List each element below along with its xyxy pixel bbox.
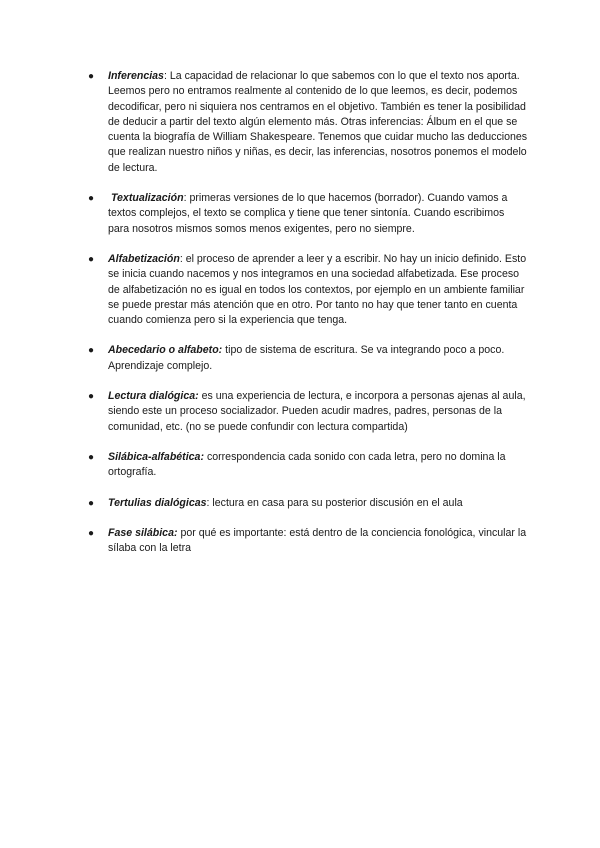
definition: primeras versiones de lo que hacemos (borrador). Cuando vamos a textos complejos, el texto se complica y tiene que tener sintonía. Cuando escribimos para nosotros mismos somos menos exigentes, pero no siempre. xyxy=(108,192,508,235)
list-item-silabica-alfabetica xyxy=(88,450,528,481)
term: Inferencias xyxy=(108,70,164,82)
list-item-inferencias xyxy=(88,69,528,176)
definition: el proceso de aprender a leer y a escribir. No hay un inicio definido. Esto se inicia cuando nacemos y nos integramos en una sociedad alfabetizada. Ese proceso de alfabetización no es igual en todos los contextos, por ejemplo en un ambiente familiar se puede prestar más atención que en otro. Por tanto no hay que tener tanto en cuenta cuando comienza pero si la experiencia que tenga. xyxy=(108,252,527,327)
definition: lectura en casa para su posterior discusión en el aula xyxy=(212,496,463,509)
definition: tipo de sistema de escritura. Se va integrando poco a poco. Aprendizaje complejo. xyxy=(108,344,505,372)
term: Abecedario o alfabeto: xyxy=(108,344,223,357)
term: Textualización xyxy=(110,192,184,205)
bullet-icon: ● xyxy=(88,451,95,463)
definition: es una experiencia de lectura, e incorpora a personas ajenas al aula, siendo este un proceso socializador. Pueden acudir madres, padres, personas de la comunidad, etc. (no se puede confundir con lectura compartida) xyxy=(108,390,526,433)
definition: por qué es importante: está dentro de la conciencia fonológica, vincular la sílaba con la letra xyxy=(108,526,527,555)
list-item-tertulias-dialogicas xyxy=(88,496,528,511)
separator: : xyxy=(163,70,170,82)
term: Lectura dialógica: xyxy=(108,390,199,403)
term: Fase silábica: xyxy=(108,526,178,539)
bullet-icon: ● xyxy=(88,391,95,403)
definition: correspondencia cada sonido con cada letra, pero no domina la ortografía. xyxy=(108,450,506,479)
bullet-icon: ● xyxy=(88,253,95,265)
term: Silábica-alfabética: xyxy=(108,450,204,463)
list-item-abecedario xyxy=(88,343,528,374)
list-item-alfabetizacion xyxy=(88,252,528,328)
separator: : xyxy=(206,496,213,509)
bullet-icon: ● xyxy=(88,497,95,509)
list-item-textualizacion xyxy=(88,191,528,237)
bullet-icon: ● xyxy=(88,527,95,539)
list-item-fase-silabica xyxy=(88,526,528,557)
bullet-icon: ● xyxy=(88,71,95,82)
definition: La capacidad de relacionar lo que sabemos con lo que el texto nos aporta. Leemos pero no entramos realmente al contenido de lo que leemos, es decir, podemos decodificar, pero ni siquiera nos centramos en el objetivo. También es tener la posibilidad de deducir a partir del texto algún elemento más. Otras inferencias: Álbum en el que se cuenta la biografía de William Shakespeare. Tenemos que cuidar mucho las deducciones que realizan nuestro niños y niñas, es decir, las inferencias, nosotros ponemos el modelo de lectura. xyxy=(108,70,528,174)
separator: : xyxy=(179,252,186,265)
separator: : xyxy=(183,192,190,205)
bullet-icon: ● xyxy=(88,345,95,357)
term: Alfabetización xyxy=(108,252,180,265)
term: Tertulias dialógicas xyxy=(108,496,207,509)
bullet-icon: ● xyxy=(88,193,95,205)
list-item-lectura-dialogica xyxy=(88,389,528,435)
definition-list xyxy=(88,69,528,571)
